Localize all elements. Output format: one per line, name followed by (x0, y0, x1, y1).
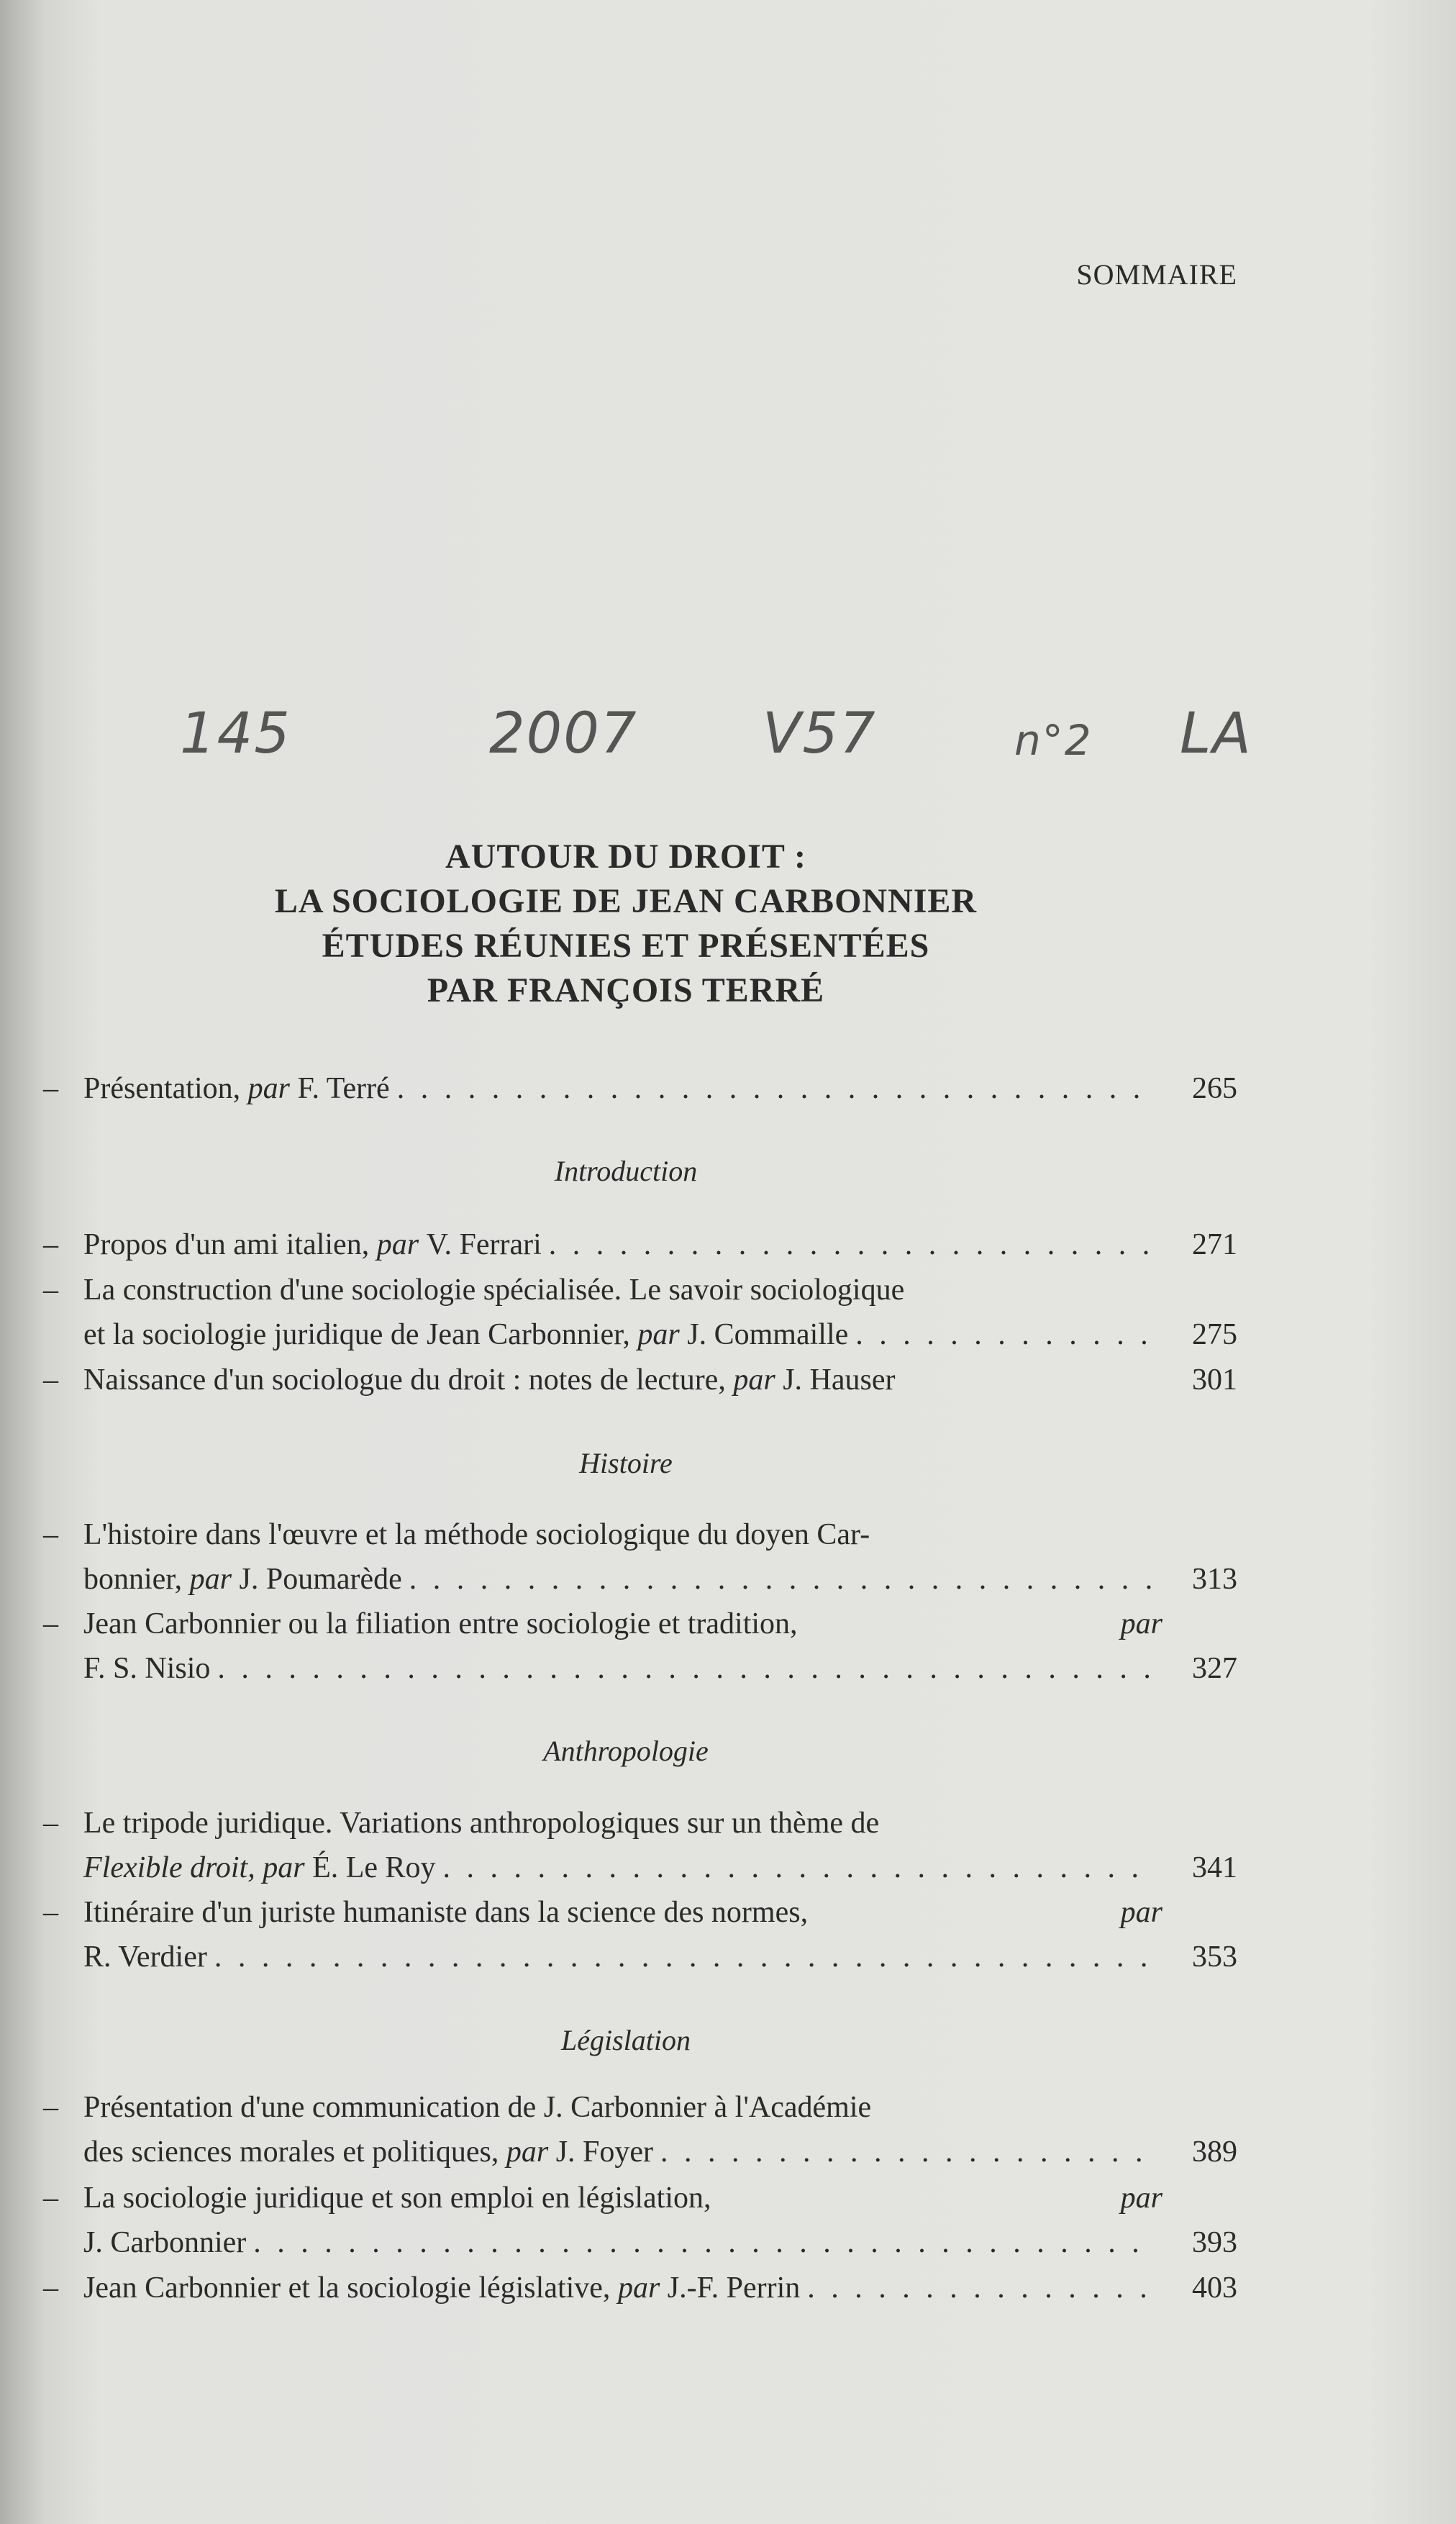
entry-author: F. Terré (297, 1072, 390, 1105)
entry-author: V. Ferrari (426, 1228, 542, 1261)
entry-par: par (617, 2271, 660, 2305)
page-number: 265 (1192, 1072, 1237, 1105)
handwritten-note: 2007 (489, 702, 638, 766)
entry-par: par (263, 1851, 305, 1884)
handwritten-note: LA (1180, 702, 1252, 766)
entry-title: La construction d'une sociologie spécialisée. Le savoir sociologique (83, 1274, 905, 1307)
entry-title-italic: Flexible droit, (83, 1851, 255, 1884)
entry-author: J.-F. Perrin (667, 2271, 801, 2305)
title-line: AUTOUR DU DROIT : (445, 837, 806, 876)
handwritten-note: V57 (763, 702, 877, 766)
entry-title: Jean Carbonnier ou la filiation entre sociologie et tradition, (83, 1607, 798, 1640)
entry-author: É. Le Roy (312, 1851, 436, 1884)
issue-title (144, 835, 1108, 1013)
entry-par: par (247, 1072, 290, 1105)
entry-title: des sciences morales et politiques, (83, 2135, 499, 2169)
entry-author: J. Commaille (687, 1318, 849, 1351)
page-number: 403 (1192, 2271, 1237, 2305)
entry-title: Itinéraire d'un juriste humaniste dans la science des normes, (83, 1896, 809, 1929)
section-heading: Législation (560, 2024, 691, 2056)
entry-par: par (189, 1563, 232, 1596)
entry-author: J. Hauser (783, 1363, 896, 1397)
page-number: 393 (1192, 2226, 1237, 2259)
entry-title: bonnier, (83, 1563, 183, 1596)
section-heading: Anthropologie (543, 1735, 709, 1767)
entry-par: par (506, 2135, 549, 2169)
entry-par: par (376, 1228, 419, 1261)
page: SOMMAIRE 145 2007 V57 n°2 LA AUTOUR DU DROIT : LA SOCIOLOGIE DE JEAN CARBONNIER ÉTUDES RÉUNIES ET PRÉSENTÉES PAR FRANÇOIS TERRÉ – Présentation, par F. Terré . . . 265 Introduction – Propos d'un ami italien, par V. Ferrari . . . 271 – La construction d'une sociologie spécialisée. Le savoir sociologique et la sociologie juridique de Jean Carbonnier, par J. Commaille . . . 275 – Naissance d'un sociologue du droit : notes de lecture, par J. Hauser 301 Histoire – L'histoire dans l'œuvre et la méthode sociologique du doyen Car- bonnier, par J. Poumarède . . . 313 – Jean Carbonnier ou la filiation entre sociologie et tradition, par F. S. Nisio . . . 327 Anthropologie – Le tripode juridique. Variations anthropologiques sur un thème de Flexible droit, par É. Le Roy . . . 341 – Itinéraire d'un juriste humaniste dans la science des normes, par R. Verdier . . . 353 Législation – Présentation d'une communication de J. Carbonnier à l'Académie des sciences morales et politiques, par J. Foyer . . . 389 – La sociologie juridique et son emploi en législation, par J. Carbonnier . . . 393 – Jean Carbonnier et la sociologie législative, par J.-F. Perrin . . . 403 (0, 0, 1456, 2524)
entry-par: par (1120, 2182, 1162, 2215)
entry-author: F. S. Nisio (83, 1652, 211, 1685)
entry-par: par (1120, 1607, 1162, 1640)
page-number: 275 (1192, 1318, 1237, 1351)
title-line: PAR FRANÇOIS TERRÉ (427, 971, 825, 1009)
page-number: 353 (1192, 1940, 1237, 1974)
page-number: 271 (1192, 1228, 1237, 1261)
entry-title: Le tripode juridique. Variations anthropologiques sur un thème de (83, 1807, 880, 1840)
page-number: 389 (1192, 2135, 1237, 2169)
page-number: 327 (1192, 1652, 1237, 1685)
handwritten-note: 145 (180, 702, 291, 766)
entry-par: par (637, 1318, 680, 1351)
page-number: 313 (1192, 1563, 1237, 1596)
book-spine-shadow (0, 0, 43, 2524)
handwritten-note: n°2 (1014, 716, 1093, 765)
entry-author: J. Foyer (555, 2135, 654, 2169)
entry-author: R. Verdier (83, 1940, 207, 1974)
entry-title: Naissance d'un sociologue du droit : notes de lecture, (83, 1363, 726, 1397)
entry-author: J. Poumarède (239, 1563, 402, 1596)
entry-title: Propos d'un ami italien, (83, 1228, 370, 1261)
entry-title: L'histoire dans l'œuvre et la méthode sociologique du doyen Car- (83, 1518, 870, 1551)
entry-title: et la sociologie juridique de Jean Carbonnier, (83, 1318, 630, 1351)
page-number: 341 (1192, 1851, 1237, 1884)
entry-par: par (1120, 1896, 1162, 1929)
section-heading: Introduction (554, 1155, 698, 1187)
section-heading: Histoire (579, 1447, 673, 1479)
entry-title: Présentation d'une communication de J. Carbonnier à l'Académie (83, 2091, 872, 2124)
entry-title: Présentation, (83, 1072, 241, 1105)
entry-par: par (733, 1363, 775, 1397)
entry-title: Jean Carbonnier et la sociologie législative, (83, 2271, 611, 2305)
running-header: SOMMAIRE (1076, 258, 1237, 291)
title-line: ÉTUDES RÉUNIES ET PRÉSENTÉES (322, 927, 930, 965)
entry-title: La sociologie juridique et son emploi en législation, (83, 2182, 711, 2215)
page-number: 301 (1192, 1363, 1237, 1397)
title-line: LA SOCIOLOGIE DE JEAN CARBONNIER (274, 882, 978, 920)
entry-author: J. Carbonnier (83, 2226, 247, 2259)
